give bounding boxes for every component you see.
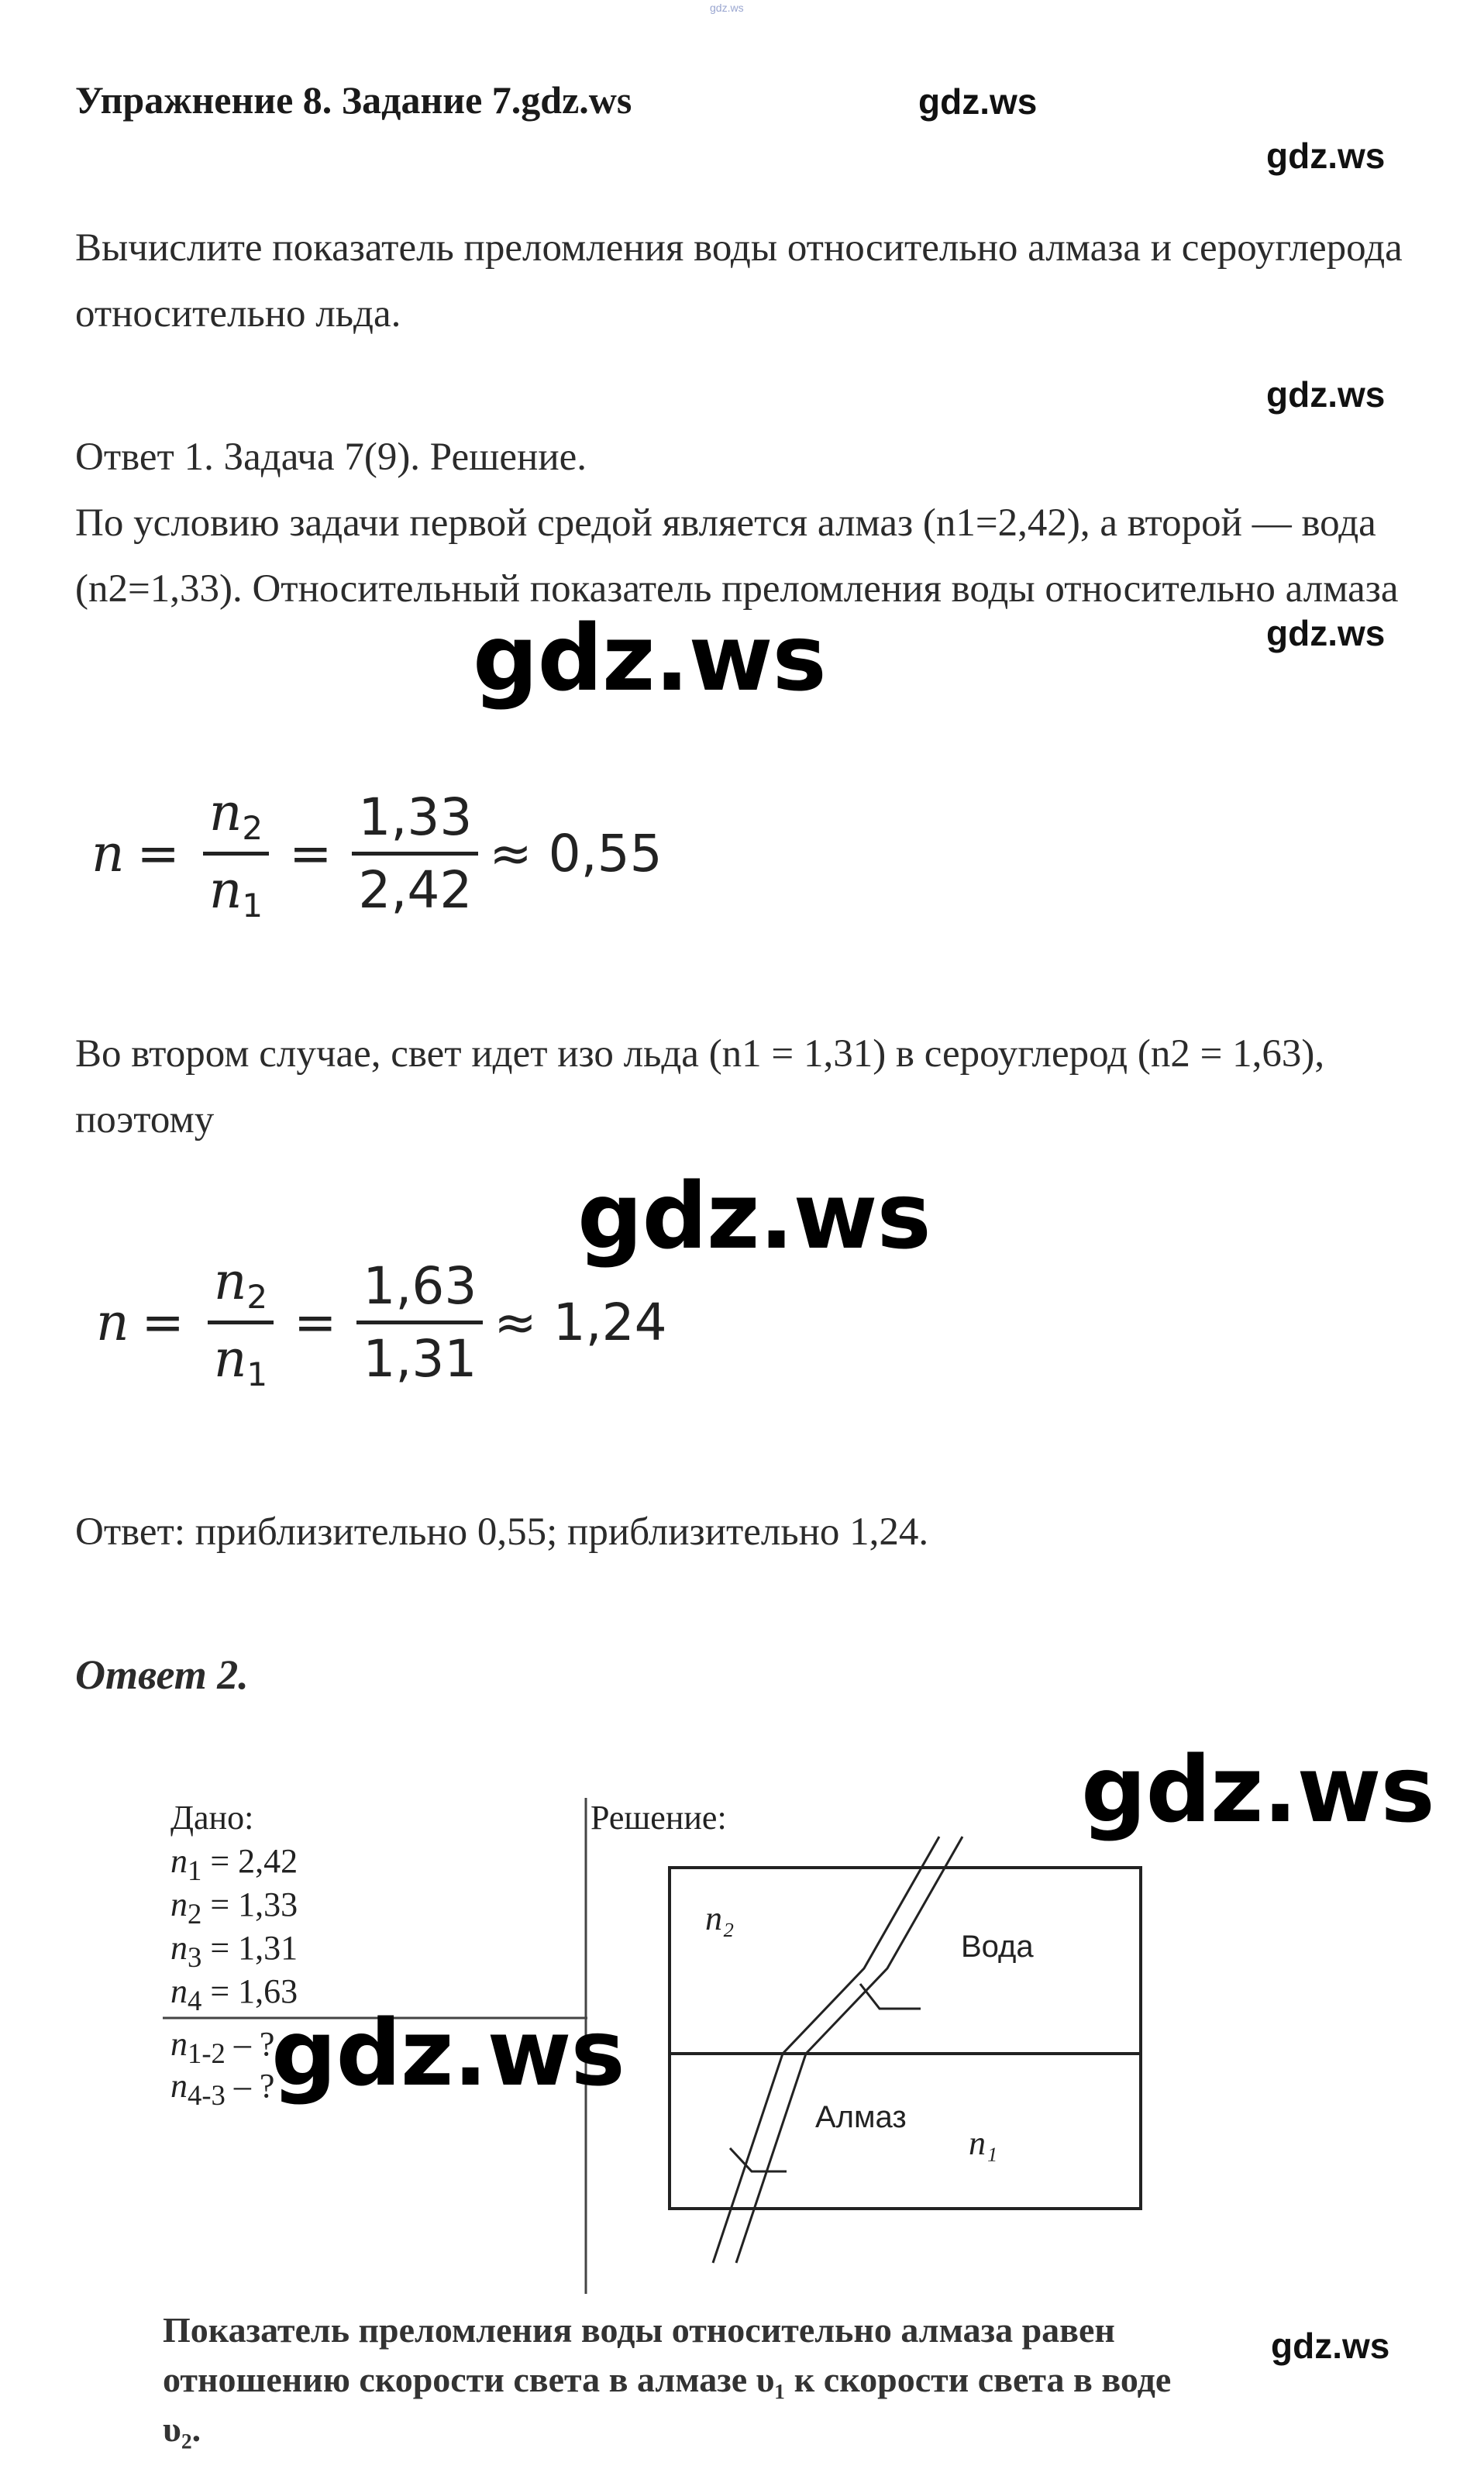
given-n1: $n_1 = 2,42$ [170,1842,298,1886]
textbook-note: Показатель преломления воды относительно алмаза равен отношению скорости света в алмазе υ₁ к скорости света в воде υ₂. [163,2310,1172,2449]
watermark-large: gdz.ws [473,604,826,711]
watermark-large: gdz.ws [577,1162,931,1269]
den-sub: 1 [246,1355,268,1393]
top-medium-label: Вода [961,1930,1034,1964]
num-var: n [208,783,243,842]
den-var: n [208,860,243,920]
answer1-final: Ответ: приблизительно 0,55; приблизительно 1,24. [75,1510,929,1554]
num-sub: 2 [242,809,263,847]
den-value: 1,31 [363,1329,477,1389]
given-n3: $n_3 = 1,31$ [170,1929,298,1973]
answer1-text: По условию задачи первой средой является алмаз (n1=2,42), а второй — вода (n2=1,33). Относительный показатель преломления воды относительно алмаза [75,501,1399,611]
num-var: n [213,1252,247,1311]
approx-result: ≈ 1,24 [494,1293,667,1352]
num-value: 1,63 [356,1256,483,1324]
watermark: gdz.ws [1266,136,1386,176]
page-title: Упражнение 8. Задание 7.gdz.ws [75,78,632,122]
given-label: Дано: [170,1799,254,1837]
fraction-numeric [352,787,478,920]
answer1-heading: Ответ 1. Задача 7(9). Решение. [75,436,587,479]
top-watermark: gdz.ws [710,2,744,14]
answer1-text2: Во втором случае, свет идет изо льда (n1 = 1,31) в сероуглерод (n2 = 1,63), поэтому [75,1032,1325,1142]
formula-lhs: n [96,1293,129,1352]
solution-label: Решение: [591,1799,727,1837]
find-n43: $n_{4-3}$ – ? [170,2067,275,2111]
find-n12: $n_{1-2}$ – ? [170,2025,275,2069]
watermark-large: gdz.ws [1081,1736,1434,1843]
fraction-symbolic [203,783,269,925]
bottom-medium-label: Алмаз [815,2100,907,2134]
answer2-heading: Ответ 2. [75,1651,249,1698]
num-sub: 2 [246,1278,268,1316]
formula-1: n = $\frac{n_2}{n_1}$ = $\frac{1,33}{2,42}$ ≈ 0,55 [91,783,663,925]
watermark: gdz.ws [1266,613,1386,653]
den-sub: 1 [242,887,263,925]
approx-result: ≈ 0,55 [489,824,663,883]
fraction-symbolic [208,1252,274,1393]
watermark: gdz.ws [918,81,1038,122]
top-index-label: n₂ [705,1899,735,1937]
question-text: Вычислите показатель преломления воды относительно алмаза и сероуглерода относительно льда. [75,226,1403,336]
given-n2: $n_2 = 1,33$ [170,1885,298,1930]
watermark: gdz.ws [1271,2326,1390,2366]
fraction-numeric [356,1256,483,1389]
den-var: n [213,1329,247,1389]
den-value: 2,42 [358,860,473,920]
formula-2: n = $\frac{n_2}{n_1}$ = $\frac{1,63}{1,31}$ ≈ 1,24 [96,1252,667,1393]
given-n4: $n_4 = 1,63$ [170,1972,298,2016]
formula-lhs: n [91,824,125,883]
bottom-index-label: n₁ [969,2124,998,2162]
num-value: 1,33 [352,787,478,856]
watermark-large: gdz.ws [271,1999,625,2106]
watermark: gdz.ws [1266,374,1386,415]
